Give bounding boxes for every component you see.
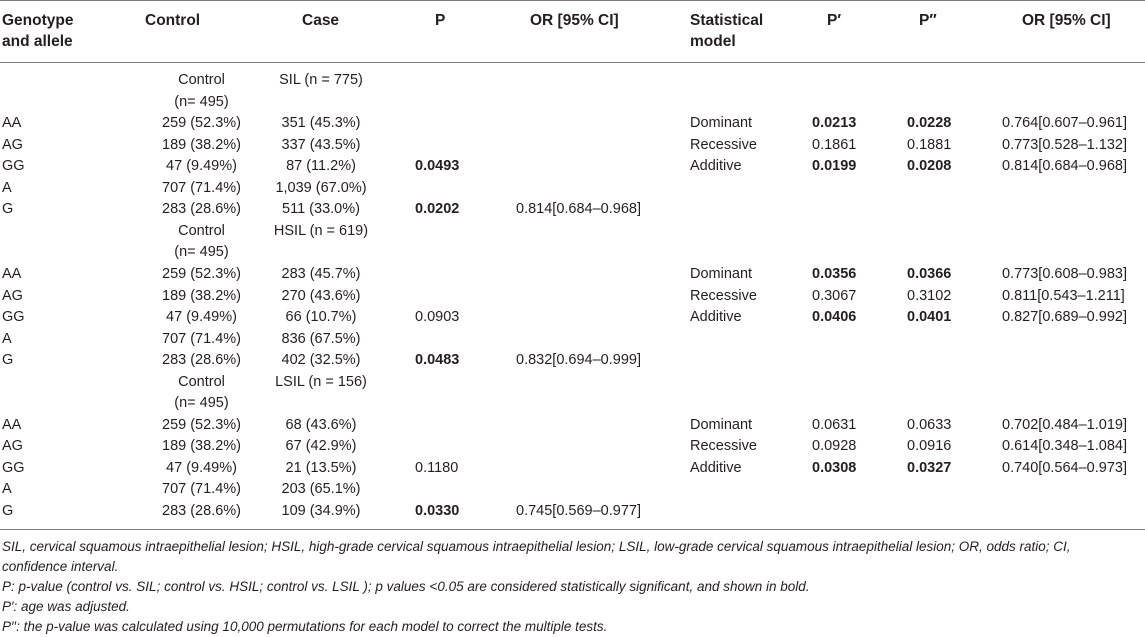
or-adjusted-cell: 0.773[0.528–1.132] xyxy=(1002,136,1127,153)
genotype-cell: GG xyxy=(2,459,25,476)
control-cell: (n= 495) xyxy=(174,93,229,110)
table-footnotes xyxy=(2,537,1137,637)
case-cell: 402 (32.5%) xyxy=(281,352,361,369)
table-row xyxy=(0,264,1145,286)
genotype-cell: AG xyxy=(2,287,23,304)
footnote-p: P: p-value (control vs. SIL; control vs. HSIL; control vs. LSIL ); p values <0.05 are considered statistically significant, and shown in bold. xyxy=(2,579,810,594)
genotype-cell: G xyxy=(2,503,14,519)
p-double-prime-cell: 0.1881 xyxy=(907,136,952,153)
header-p: P xyxy=(435,12,446,29)
table-row xyxy=(0,458,1145,480)
p-prime-cell: 0.3067 xyxy=(812,287,857,304)
header-or-adjusted: OR [95% CI] xyxy=(1022,12,1111,29)
case-cell: SIL (n = 775) xyxy=(279,72,363,88)
p-value-cell: 0.0493 xyxy=(415,158,460,175)
genotype-cell: G xyxy=(2,352,14,369)
table-row xyxy=(0,307,1145,329)
p-prime-cell: 0.0406 xyxy=(812,309,857,326)
control-cell: 259 (52.3%) xyxy=(162,115,241,132)
table-row xyxy=(0,479,1145,501)
table-row xyxy=(0,178,1145,200)
table-row xyxy=(0,415,1145,437)
case-cell: 511 (33.0%) xyxy=(282,201,360,218)
p-double-prime-cell: 0.3102 xyxy=(907,287,952,304)
case-cell: 337 (43.5%) xyxy=(281,136,361,153)
control-cell: 189 (38.2%) xyxy=(162,287,241,304)
table-row xyxy=(0,329,1145,351)
genotype-cell: A xyxy=(2,330,12,347)
p-double-prime-cell: 0.0401 xyxy=(907,309,952,326)
or-cell: 0.814[0.684–0.968] xyxy=(516,201,641,218)
control-cell: 47 (9.49%) xyxy=(166,459,237,476)
or-adjusted-cell: 0.740[0.564–0.973] xyxy=(1002,459,1127,476)
group-header-row xyxy=(0,221,1145,243)
header-or: OR [95% CI] xyxy=(530,12,619,29)
model-cell: Dominant xyxy=(690,115,753,132)
model-cell: Recessive xyxy=(690,136,757,153)
control-cell: 283 (28.6%) xyxy=(162,352,241,369)
header-control: Control xyxy=(145,12,201,29)
group-header-row xyxy=(0,372,1145,394)
genotype-cell: AA xyxy=(2,416,22,433)
model-cell: Additive xyxy=(690,459,742,476)
or-adjusted-cell: 0.773[0.608–0.983] xyxy=(1002,265,1127,282)
case-cell: LSIL (n = 156) xyxy=(275,373,367,390)
case-cell: 351 (45.3%) xyxy=(281,115,361,132)
or-adjusted-cell: 0.614[0.348–1.084] xyxy=(1002,438,1127,455)
or-adjusted-cell: 0.827[0.689–0.992] xyxy=(1002,309,1127,326)
case-cell: 203 (65.1%) xyxy=(281,481,361,498)
table-row xyxy=(0,135,1145,157)
p-double-prime-cell: 0.0228 xyxy=(907,115,952,132)
p-prime-cell: 0.0356 xyxy=(812,265,857,282)
model-cell: Recessive xyxy=(690,438,757,455)
control-cell: (n= 495) xyxy=(174,395,229,412)
or-adjusted-cell: 0.764[0.607–0.961] xyxy=(1002,115,1127,132)
footnote-p-prime: P′: age was adjusted. xyxy=(2,599,130,614)
case-cell: 87 (11.2%) xyxy=(286,158,356,175)
p-prime-cell: 0.0308 xyxy=(812,459,857,476)
p-value-cell: 0.0903 xyxy=(415,309,460,326)
table-bottom-rule xyxy=(0,529,1145,530)
genotype-cell: GG xyxy=(2,309,25,326)
p-prime-cell: 0.0213 xyxy=(812,115,857,132)
case-cell: 1,039 (67.0%) xyxy=(275,179,367,196)
case-cell: 270 (43.6%) xyxy=(281,287,361,304)
p-prime-cell: 0.1861 xyxy=(812,136,857,153)
control-cell: Control xyxy=(178,222,225,239)
genotype-cell: AA xyxy=(2,115,22,132)
header-p-double-prime: P′′ xyxy=(919,12,937,29)
control-cell: 259 (52.3%) xyxy=(162,265,241,282)
or-adjusted-cell: 0.702[0.484–1.019] xyxy=(1002,416,1127,433)
control-cell: (n= 495) xyxy=(174,244,229,261)
p-double-prime-cell: 0.0208 xyxy=(907,158,952,175)
table-row xyxy=(0,156,1145,178)
footnote-p-double-prime: P′′: the p-value was calculated using 10,000 permutations for each model to correct the multiple tests. xyxy=(2,619,608,634)
table-row xyxy=(0,436,1145,458)
control-cell: 189 (38.2%) xyxy=(162,136,241,153)
case-cell: 283 (45.7%) xyxy=(281,265,361,282)
p-double-prime-cell: 0.0366 xyxy=(907,265,952,282)
case-cell: HSIL (n = 619) xyxy=(273,222,369,239)
header-genotype-line2: and allele xyxy=(2,33,73,50)
group-header-row xyxy=(0,70,1145,92)
p-value-cell: 0.0483 xyxy=(415,352,460,369)
table-row xyxy=(0,501,1145,523)
control-cell: 707 (71.4%) xyxy=(162,179,241,196)
case-cell: 109 (34.9%) xyxy=(281,503,361,519)
p-prime-cell: 0.0199 xyxy=(812,158,857,175)
p-prime-cell: 0.0928 xyxy=(812,438,857,455)
control-cell: 189 (38.2%) xyxy=(162,438,241,455)
control-cell: 283 (28.6%) xyxy=(162,503,241,519)
or-adjusted-cell: 0.814[0.684–0.968] xyxy=(1002,158,1127,175)
header-genotype-line1: Genotype xyxy=(2,12,74,29)
model-cell: Dominant xyxy=(690,416,753,433)
p-double-prime-cell: 0.0327 xyxy=(907,459,952,476)
case-cell: 67 (42.9%) xyxy=(285,438,357,455)
header-top-rule xyxy=(0,0,1145,1)
genotype-cell: A xyxy=(2,481,12,498)
control-cell: 707 (71.4%) xyxy=(162,330,241,347)
model-cell: Additive xyxy=(690,309,742,326)
genotype-cell: AA xyxy=(2,265,22,282)
case-cell: 66 (10.7%) xyxy=(285,309,357,326)
model-cell: Additive xyxy=(690,158,742,175)
control-cell: 283 (28.6%) xyxy=(162,201,241,218)
or-adjusted-cell: 0.811[0.543–1.211] xyxy=(1002,287,1125,304)
header-bottom-rule xyxy=(0,62,1145,63)
model-cell: Dominant xyxy=(690,265,753,282)
group-header-row xyxy=(0,242,1145,264)
control-cell: Control xyxy=(178,373,225,390)
header-genotype xyxy=(2,10,73,52)
case-cell: 68 (43.6%) xyxy=(285,416,357,433)
table-row xyxy=(0,113,1145,135)
or-cell: 0.745[0.569–0.977] xyxy=(516,503,641,519)
case-cell: 21 (13.5%) xyxy=(285,459,357,476)
table-row xyxy=(0,286,1145,308)
control-cell: Control xyxy=(178,72,225,88)
header-model xyxy=(690,10,763,52)
genotype-cell: G xyxy=(2,201,14,218)
table-row xyxy=(0,199,1145,221)
p-value-cell: 0.0330 xyxy=(415,503,460,519)
header-case: Case xyxy=(302,12,340,29)
header-model-line1: Statistical xyxy=(690,12,764,29)
header-p-prime: P′ xyxy=(827,12,842,29)
group-header-row xyxy=(0,393,1145,415)
genotype-cell: AG xyxy=(2,438,23,455)
control-cell: 47 (9.49%) xyxy=(166,309,237,326)
table-row xyxy=(0,350,1145,372)
p-prime-cell: 0.0631 xyxy=(812,416,857,433)
genotype-cell: AG xyxy=(2,136,23,153)
header-model-line2: model xyxy=(690,33,736,50)
footnote-abbreviations: SIL, cervical squamous intraepithelial lesion; HSIL, high-grade cervical squamous intraepithelial lesion; LSIL, low-grade cervical squamous intraepithelial lesion; OR, odds ratio; CI, confidence interval. xyxy=(2,539,1071,574)
or-cell: 0.832[0.694–0.999] xyxy=(516,352,641,369)
p-double-prime-cell: 0.0916 xyxy=(907,438,952,455)
p-value-cell: 0.0202 xyxy=(415,201,460,218)
p-value-cell: 0.1180 xyxy=(415,459,459,476)
model-cell: Recessive xyxy=(690,287,757,304)
control-cell: 707 (71.4%) xyxy=(162,481,241,498)
case-cell: 836 (67.5%) xyxy=(281,330,361,347)
p-double-prime-cell: 0.0633 xyxy=(907,416,952,433)
control-cell: 47 (9.49%) xyxy=(166,158,237,175)
genotype-cell: A xyxy=(2,179,12,196)
control-cell: 259 (52.3%) xyxy=(162,416,241,433)
genotype-cell: GG xyxy=(2,158,25,175)
group-header-row xyxy=(0,92,1145,114)
